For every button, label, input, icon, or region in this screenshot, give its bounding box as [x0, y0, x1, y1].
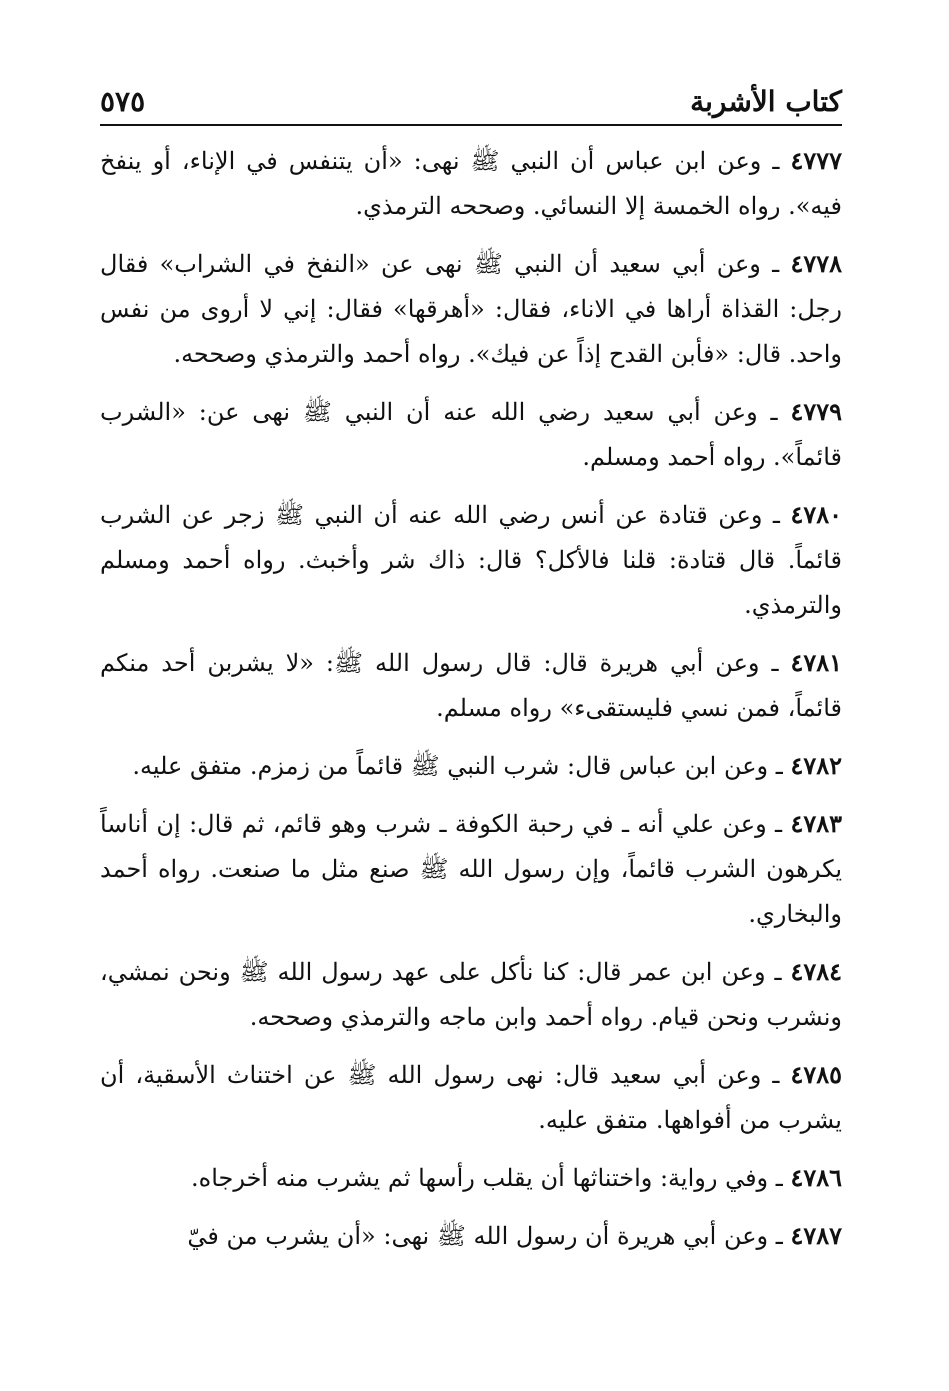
hadith-text: ـ وعن أبي هريرة أن رسول الله ﷺ نهى: «أن يشرب من فيّ: [187, 1222, 791, 1250]
hadith-number: ٤٧٨٧: [790, 1221, 842, 1250]
hadith-number: ٤٧٨٥: [790, 1060, 842, 1089]
hadith-number: ٤٧٨٠: [790, 500, 842, 529]
page-number: ٥٧٥: [100, 85, 146, 118]
hadith-text: ـ وعن أبي هريرة قال: قال رسول الله ﷺ: «لا يشربن أحد منكم قائماً، فمن نسي فليستقىء» رواه مسلم.: [100, 649, 842, 722]
document-page: [100, 78, 842, 1271]
hadith-text: ـ وعن قتادة عن أنس رضي الله عنه أن النبي ﷺ زجر عن الشرب قائماً. قال قتادة: قلنا فالأكل؟ قال: ذاك شر وأخبث. رواه أحمد ومسلم والترمذي.: [100, 501, 842, 619]
hadith-text: ـ وعن أبي سعيد قال: نهى رسول الله ﷺ عن اختناث الأسقية، أن يشرب من أفواهها. متفق عليه.: [100, 1061, 842, 1134]
hadith-4780: [100, 492, 842, 628]
hadith-4782: [100, 743, 842, 789]
hadith-text: ـ وعن أبي سعيد أن النبي ﷺ نهى عن «النفخ في الشراب» فقال رجل: القذاة أراها في الاناء، فقال: «أهرقها» فقال: إني لا أروى من نفس واحد. قال: «فأبن القدح إذاً عن فيك». رواه أحمد والترمذي وصححه.: [100, 250, 842, 368]
hadith-number: ٤٧٧٨: [790, 249, 842, 278]
hadith-text: ـ وعن ابن عباس أن النبي ﷺ نهى: «أن يتنفس في الإناء، أو ينفخ فيه». رواه الخمسة إلا النسائي. وصححه الترمذي.: [100, 147, 842, 220]
hadith-number: ٤٧٨٣: [790, 809, 842, 838]
hadith-4778: [100, 241, 842, 377]
hadith-number: ٤٧٧٧: [790, 146, 842, 175]
hadith-number: ٤٧٨١: [790, 648, 842, 677]
hadith-4777: [100, 138, 842, 229]
hadith-text: ـ وعن علي أنه ـ في رحبة الكوفة ـ شرب وهو قائم، ثم قال: إن أناساً يكرهون الشرب قائماً، وإن رسول الله ﷺ صنع مثل ما صنعت. رواه أحمد والبخاري.: [100, 810, 842, 928]
hadith-number: ٤٧٨٦: [790, 1163, 842, 1192]
hadith-4787: [100, 1213, 842, 1259]
hadith-number: ٤٧٨٢: [790, 751, 842, 780]
hadith-number: ٤٧٨٤: [790, 957, 842, 986]
hadith-4784: [100, 949, 842, 1040]
hadith-4786: [100, 1155, 842, 1201]
hadith-text: ـ وعن ابن عباس قال: شرب النبي ﷺ قائماً من زمزم. متفق عليه.: [132, 752, 791, 780]
chapter-title: كتاب الأشربة: [690, 85, 842, 118]
hadith-list: [100, 138, 842, 1259]
hadith-number: ٤٧٧٩: [790, 397, 842, 426]
hadith-4781: [100, 640, 842, 731]
hadith-4785: [100, 1052, 842, 1143]
hadith-text: ـ وفي رواية: واختناثها أن يقلب رأسها ثم يشرب منه أخرجاه.: [190, 1164, 791, 1192]
hadith-text: ـ وعن أبي سعيد رضي الله عنه أن النبي ﷺ نهى عن: «الشرب قائماً». رواه أحمد ومسلم.: [100, 398, 842, 471]
page-header: [100, 78, 842, 126]
hadith-4779: [100, 389, 842, 480]
hadith-text: ـ وعن ابن عمر قال: كنا نأكل على عهد رسول الله ﷺ ونحن نمشي، ونشرب ونحن قيام. رواه أحمد وابن ماجه والترمذي وصححه.: [100, 958, 842, 1031]
hadith-4783: [100, 801, 842, 937]
